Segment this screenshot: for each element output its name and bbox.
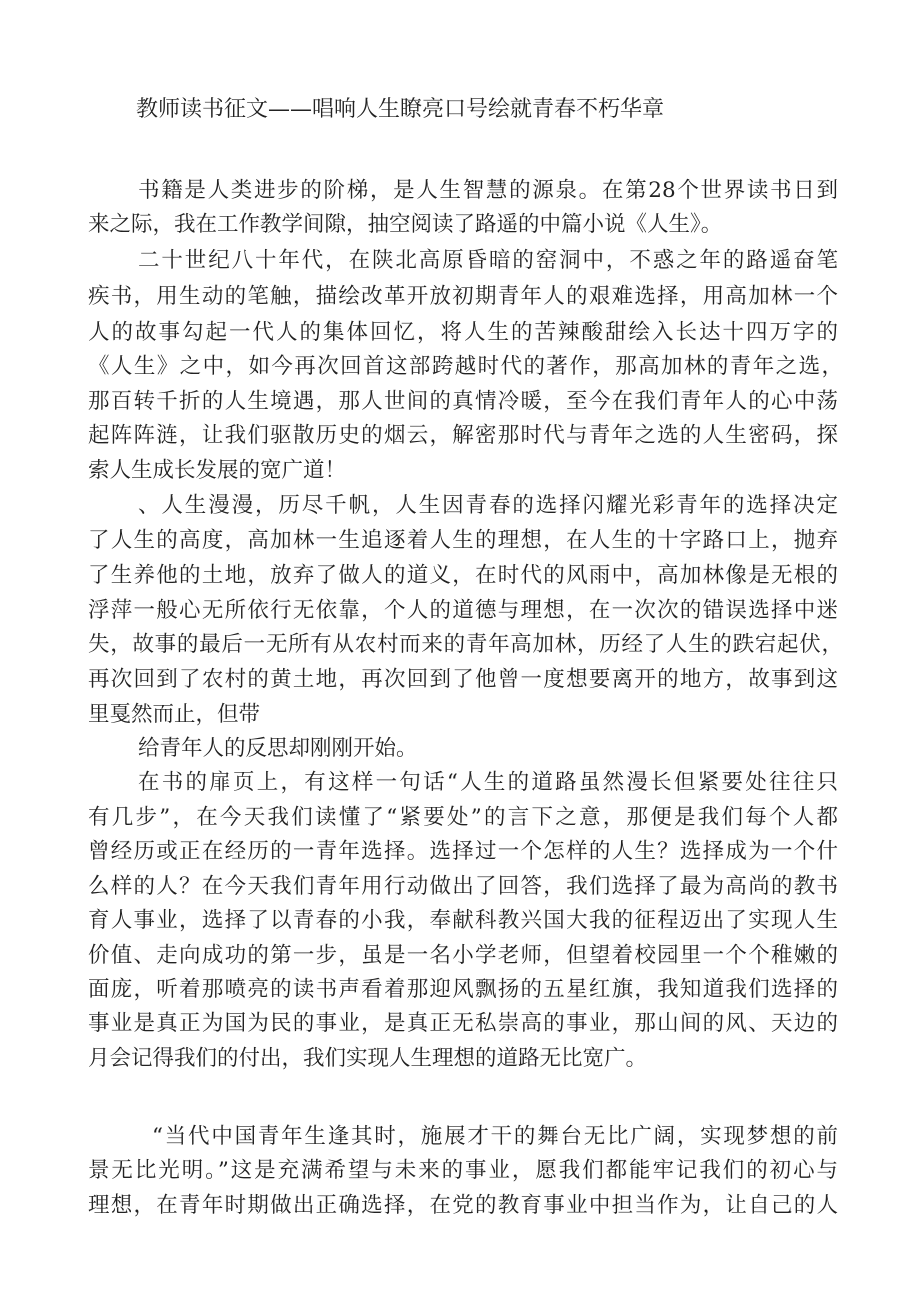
paragraph-2-line-6: 起阵阵涟，让我们驱散历史的烟云，解密那时代与青年之选的人生密码，探 [88, 423, 838, 448]
paragraph-3-line-5: 失，故事的最后一无所有从农村而来的青年高加林，历经了人生的跌宕起伏， [88, 632, 843, 657]
paragraph-5-line-4: 么样的人？在今天我们青年用行动做出了回答，我们选择了最为高尚的教书 [88, 874, 838, 899]
paragraph-3-line-2: 了人生的高度，高加林一生追逐着人生的理想，在人生的十字路口上，抛弃 [88, 528, 838, 553]
paragraph-5-line-9: 月会记得我们的付出，我们实现人生理想的道路无比宽广。 [88, 1046, 648, 1071]
paragraph-1-line-1: 书籍是人类进步的阶梯，是人生智慧的源泉。在第28个世界读书日到 [138, 178, 838, 203]
paragraph-2-line-1: 二十世纪八十年代，在陕北高原昏暗的窑洞中，不惑之年的路遥奋笔 [138, 248, 838, 273]
paragraph-2-line-3: 人的故事勾起一代人的集体回忆，将人生的苦辣酸甜绘入长达十四万字的 [88, 320, 838, 345]
paragraph-6-line-3: 理想，在青年时期做出正确选择，在党的教育事业中担当作为，让自己的人 [88, 1193, 838, 1218]
paragraph-1-line-2: 来之际，我在工作教学间隙，抽空阅读了路遥的中篇小说《人生》。 [88, 212, 723, 237]
paragraph-5-line-8: 事业是真正为国为民的事业，是真正无私崇高的事业，那山间的风、天边的 [88, 1011, 838, 1036]
document-title: 教师读书征文——唱响人生瞭亮口号绘就青春不朽华章 [136, 97, 665, 122]
paragraph-3-line-7: 里戛然而止，但带 [88, 702, 261, 727]
paragraph-4-line-1: 给青年人的反思却刚刚开始。 [138, 736, 418, 761]
paragraph-2-line-4: 《人生》之中，如今再次回首这部跨越时代的著作，那高加林的青年之选， [88, 354, 843, 379]
paragraph-3-line-4: 浮萍一般心无所依行无依靠，个人的道德与理想，在一次次的错误选择中迷 [88, 598, 838, 623]
paragraph-5-line-2: 有几步”，在今天我们读懂了“紧要处”的言下之意，那便是我们每个人都 [88, 805, 838, 830]
paragraph-6-line-1: “当代中国青年生逢其时，施展才干的舞台无比广阔，实现梦想的前 [152, 1124, 838, 1149]
paragraph-5-line-1: 在书的扉页上，有这样一句话“人生的道路虽然漫长但紧要处往往只 [138, 770, 838, 795]
paragraph-3-line-1: 、人生漫漫，历尽千帆，人生因青春的选择闪耀光彩青年的选择决定 [138, 493, 838, 518]
paragraph-5-line-3: 曾经历或正在经历的一青年选择。选择过一个怎样的人生？选择成为一个什 [88, 839, 838, 864]
paragraph-2-line-7: 索人生成长发展的宽广道！ [88, 458, 347, 483]
paragraph-2-line-2: 疾书，用生动的笔触，描绘改革开放初期青年人的艰难选择，用高加林一个 [88, 284, 838, 309]
paragraph-2-line-5: 那百转千折的人生境遇，那人世间的真情冷暖，至今在我们青年人的心中荡 [88, 389, 838, 414]
paragraph-5-line-5: 育人事业，选择了以青春的小我，奉献科教兴国大我的征程迈出了实现人生 [88, 908, 838, 933]
paragraph-3-line-3: 了生养他的土地，放弃了做人的道义，在时代的风雨中，高加林像是无根的 [88, 563, 838, 588]
paragraph-3-line-6: 再次回到了农村的黄土地，再次回到了他曾一度想要离开的地方，故事到这 [88, 667, 838, 692]
paragraph-5-line-6: 价值、走向成功的第一步，虽是一名小学老师，但望着校园里一个个稚嫩的 [88, 943, 838, 968]
paragraph-6-line-2: 景无比光明。”这是充满希望与未来的事业，愿我们都能牢记我们的初心与 [88, 1158, 838, 1183]
paragraph-5-line-7: 面庞，听着那喷亮的读书声看着那迎风飘扬的五星红旗，我知道我们选择的 [88, 977, 838, 1002]
